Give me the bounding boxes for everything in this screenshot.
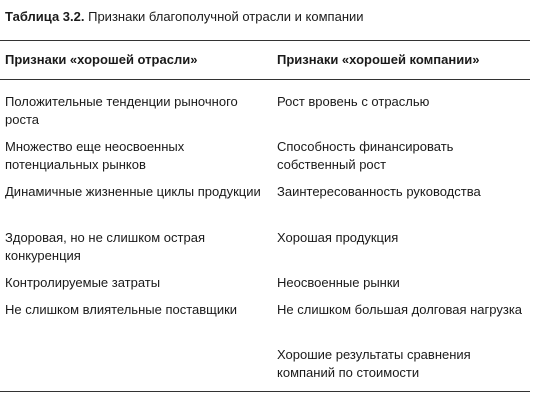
company-sign-1: Рост вровень с отраслью bbox=[277, 94, 430, 109]
company-sign-6: Не слишком большая долговая нагрузка bbox=[277, 302, 523, 317]
table-top-rule bbox=[0, 40, 530, 41]
column-header-company: Признаки «хорошей компании» bbox=[277, 52, 480, 67]
industry-sign-2: Множество еще неосвоенных потенциальных рынков bbox=[5, 139, 185, 172]
company-sign-2: Способность финансировать собственный рост bbox=[277, 139, 454, 172]
company-sign-4: Хорошая продукция bbox=[277, 230, 399, 245]
header-divider-rule bbox=[0, 79, 530, 80]
table-bottom-rule bbox=[0, 391, 530, 392]
company-sign-7: Хорошие результаты сравнения компаний по стоимости bbox=[277, 347, 471, 380]
industry-sign-6: Не слишком влиятельные поставщики bbox=[5, 302, 238, 317]
table-caption bbox=[5, 8, 364, 26]
industry-sign-4: Здоровая, но не слишком острая конкуренция bbox=[5, 230, 205, 263]
industry-sign-5: Контролируемые затраты bbox=[5, 275, 161, 290]
company-sign-5: Неосвоенные рынки bbox=[277, 275, 400, 290]
caption-label: Таблица 3.2. bbox=[5, 9, 85, 24]
company-sign-3: Заинтересованность руководства bbox=[277, 184, 481, 199]
caption-text: Признаки благополучной отрасли и компании bbox=[88, 9, 364, 24]
column-header-industry: Признаки «хорошей отрасли» bbox=[5, 52, 198, 67]
industry-sign-3: Динамичные жизненные циклы продукции bbox=[5, 184, 261, 199]
industry-sign-1: Положительные тенденции рыночного роста bbox=[5, 94, 238, 127]
